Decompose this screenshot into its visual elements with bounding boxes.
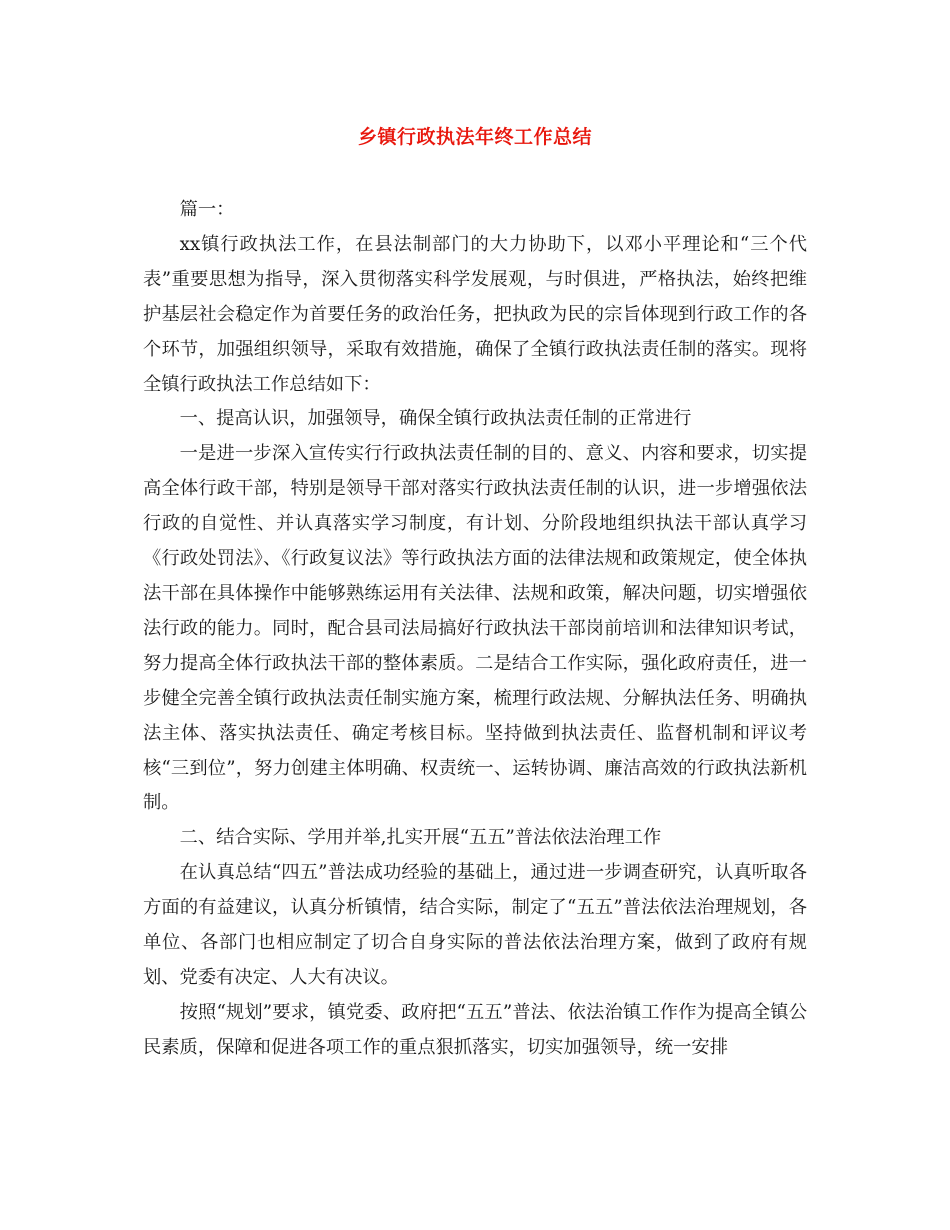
section-heading-1: 一、提高认识，加强领导，确保全镇行政执法责任制的正常进行 (179, 408, 692, 430)
section-heading-2: 二、结合实际、学用并举,扎实开展“五五”普法依法治理工作 (179, 827, 662, 849)
paragraph-section-2-body: 在认真总结“四五”普法成功经验的基础上，通过进一步调查研究，认真听取各方面的有益建议，认真分析镇情，结合实际，制定了“五五”普法依法治理规划，各单位、各部门也相应制定了切合自身实际的普法依法治理方案，做到了政府有规划、党委有决定、人大有决议。 (143, 862, 807, 988)
paragraph-section-1-body: 一是进一步深入宣传实行行政执法责任制的目的、意义、内容和要求，切实提高全体行政干部，特别是领导干部对落实行政执法责任制的认识，进一步增强依法行政的自觉性、并认真落实学习制度，有计划、分阶段地组织执法干部认真学习《行政处罚法》、《行政复议法》等行政执法方面的法律法规和政策规定，使全体执法干部在具体操作中能够熟练运用有关法律、法规和政策，解决问题，切实增强依法行政的能力。同时，配合县司法局搞好行政执法干部岗前培训和法律知识考试，努力提高全体行政执法干部的整体素质。二是结合工作实际，强化政府责任，进一步健全完善全镇行政执法责任制实施方案，梳理行政法规、分解执法任务、明确执法主体、落实执法责任、确定考核目标。坚持做到执法责任、监督机制和评议考核“三到位”，努力创建主体明确、权责统一、运转协调、廉洁高效的行政执法新机制。 (143, 443, 807, 814)
paragraph-heading-part-one: 篇一： (179, 199, 235, 220)
paragraph-intro: xx镇行政执法工作，在县法制部门的大力协助下，以邓小平理论和“三个代表”重要思想为指导，深入贯彻落实科学发展观，与时俱进，严格执法，始终把维护基层社会稳定作为首要任务的政治任务，把执政为民的宗旨体现到行政工作的各个环节，加强组织领导，采取有效措施，确保了全镇行政执法责任制的落实。现将全镇行政执法工作总结如下： (143, 233, 807, 395)
document-title: 乡镇行政执法年终工作总结 (357, 126, 592, 148)
paragraph-section-2-continued: 按照“规划”要求，镇党委、政府把“五五”普法、依法治镇工作作为提高全镇公民素质，保障和促进各项工作的重点狠抓落实，切实加强领导，统一安排 (143, 1001, 807, 1058)
document-body (143, 193, 807, 1066)
